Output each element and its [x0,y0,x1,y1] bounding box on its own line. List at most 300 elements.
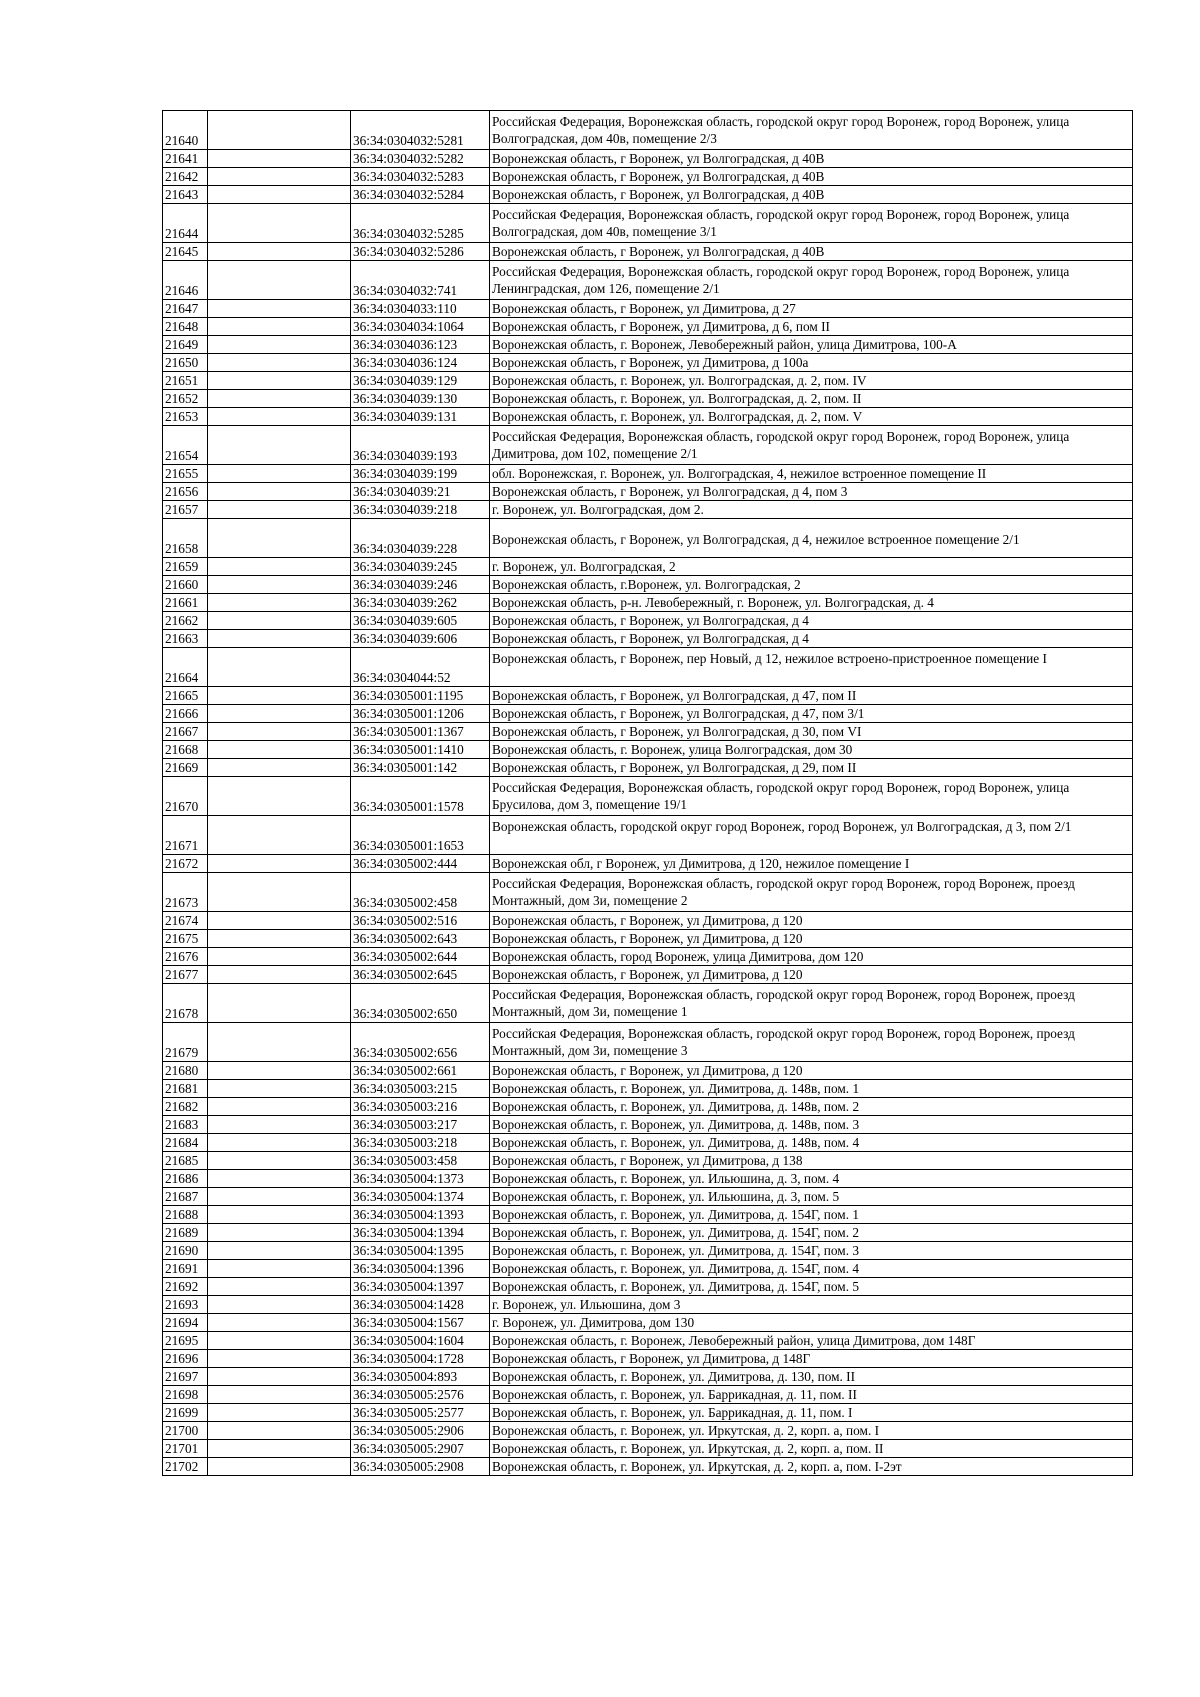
empty-cell [208,741,351,759]
row-number-cell: 21658 [163,519,208,558]
row-number-cell: 21690 [163,1242,208,1260]
address-cell: Воронежская область, г Воронеж, ул Волгоградская, д 40В [490,168,1133,186]
empty-cell [208,336,351,354]
cadastral-number-cell: 36:34:0304033:110 [351,300,490,318]
row-number-cell: 21655 [163,465,208,483]
cadastral-number-cell: 36:34:0305002:656 [351,1023,490,1062]
cadastral-number-cell: 36:34:0304039:246 [351,576,490,594]
address-cell: Воронежская область, г Воронеж, ул Волгоградская, д 40В [490,243,1133,261]
table-row [163,912,1133,930]
row-number-cell: 21699 [163,1404,208,1422]
table-row [163,465,1133,483]
table-row [163,1458,1133,1476]
cadastral-number-cell: 36:34:0305005:2908 [351,1458,490,1476]
address-cell: Воронежская область, г. Воронеж, ул. Димитрова, д. 154Г, пом. 2 [490,1224,1133,1242]
empty-cell [208,873,351,912]
empty-cell [208,1080,351,1098]
table-row [163,1278,1133,1296]
empty-cell [208,948,351,966]
empty-cell [208,1134,351,1152]
address-cell: Воронежская область, город Воронеж, улица Димитрова, дом 120 [490,948,1133,966]
row-number-cell: 21642 [163,168,208,186]
cadastral-number-cell: 36:34:0304032:5284 [351,186,490,204]
empty-cell [208,612,351,630]
empty-cell [208,465,351,483]
empty-cell [208,558,351,576]
cadastral-number-cell: 36:34:0304039:606 [351,630,490,648]
address-cell: Воронежская область, г Воронеж, ул Димитрова, д 148Г [490,1350,1133,1368]
table-row [163,594,1133,612]
table-row [163,1224,1133,1242]
row-number-cell: 21645 [163,243,208,261]
address-cell: Воронежская область, г. Воронеж, ул. Баррикадная, д. 11, пом. II [490,1386,1133,1404]
empty-cell [208,1440,351,1458]
empty-cell [208,1152,351,1170]
table-row [163,1206,1133,1224]
row-number-cell: 21659 [163,558,208,576]
row-number-cell: 21652 [163,390,208,408]
row-number-cell: 21653 [163,408,208,426]
row-number-cell: 21701 [163,1440,208,1458]
table-row [163,1080,1133,1098]
table-row [163,1062,1133,1080]
row-number-cell: 21680 [163,1062,208,1080]
row-number-cell: 21640 [163,111,208,150]
address-cell: Воронежская область, р-н. Левобережный, г. Воронеж, ул. Волгоградская, д. 4 [490,594,1133,612]
address-cell: Воронежская область, г. Воронеж, ул. Волгоградская, д. 2, пом. II [490,390,1133,408]
cadastral-number-cell: 36:34:0304032:5281 [351,111,490,150]
address-cell: Воронежская область, г Воронеж, ул Волгоградская, д 29, пом II [490,759,1133,777]
address-cell: Российская Федерация, Воронежская область, городской округ город Воронеж, город Воронеж, улица Волгоградская, дом 40в, помещение 2/3 [490,111,1133,150]
empty-cell [208,501,351,519]
row-number-cell: 21644 [163,204,208,243]
row-number-cell: 21694 [163,1314,208,1332]
property-register-table [162,110,1133,1476]
cadastral-number-cell: 36:34:0304039:228 [351,519,490,558]
row-number-cell: 21700 [163,1422,208,1440]
address-cell: Воронежская область, г Воронеж, ул Димитрова, д 120 [490,930,1133,948]
row-number-cell: 21651 [163,372,208,390]
cadastral-number-cell: 36:34:0305004:1373 [351,1170,490,1188]
address-cell: Воронежская область, г Воронеж, ул Димитрова, д 120 [490,912,1133,930]
empty-cell [208,594,351,612]
empty-cell [208,630,351,648]
cadastral-number-cell: 36:34:0304039:131 [351,408,490,426]
row-number-cell: 21668 [163,741,208,759]
row-number-cell: 21681 [163,1080,208,1098]
row-number-cell: 21687 [163,1188,208,1206]
row-number-cell: 21686 [163,1170,208,1188]
empty-cell [208,390,351,408]
address-cell: Воронежская область, г Воронеж, ул Волгоградская, д 4, нежилое встроенное помещение 2/1 [490,519,1133,558]
cadastral-number-cell: 36:34:0305002:643 [351,930,490,948]
address-cell: Воронежская обл, г Воронеж, ул Димитрова, д 120, нежилое помещение I [490,855,1133,873]
address-cell: Российская Федерация, Воронежская область, городской округ город Воронеж, город Воронеж, проезд Монтажный, дом 3и, помещение 1 [490,984,1133,1023]
row-number-cell: 21667 [163,723,208,741]
table-row [163,354,1133,372]
address-cell: Российская Федерация, Воронежская область, городской округ город Воронеж, город Воронеж, улица Ленинградская, дом 126, помещение 2/1 [490,261,1133,300]
empty-cell [208,576,351,594]
row-number-cell: 21650 [163,354,208,372]
empty-cell [208,1206,351,1224]
table-row [163,777,1133,816]
table-row [163,1242,1133,1260]
empty-cell [208,1386,351,1404]
cadastral-number-cell: 36:34:0305004:893 [351,1368,490,1386]
empty-cell [208,1314,351,1332]
address-cell: Воронежская область, г. Воронеж, ул. Димитрова, д. 148в, пом. 3 [490,1116,1133,1134]
cadastral-number-cell: 36:34:0305003:458 [351,1152,490,1170]
table-row [163,759,1133,777]
cadastral-number-cell: 36:34:0305004:1428 [351,1296,490,1314]
table-row [163,1440,1133,1458]
cadastral-number-cell: 36:34:0304039:245 [351,558,490,576]
empty-cell [208,984,351,1023]
table-row [163,261,1133,300]
cadastral-number-cell: 36:34:0304039:262 [351,594,490,612]
cadastral-number-cell: 36:34:0305004:1396 [351,1260,490,1278]
table-row [163,630,1133,648]
address-cell: Воронежская область, г. Воронеж, ул. Димитрова, д. 154Г, пом. 5 [490,1278,1133,1296]
cadastral-number-cell: 36:34:0304039:193 [351,426,490,465]
row-number-cell: 21679 [163,1023,208,1062]
table-row [163,1332,1133,1350]
table-row [163,1023,1133,1062]
row-number-cell: 21677 [163,966,208,984]
row-number-cell: 21693 [163,1296,208,1314]
cadastral-number-cell: 36:34:0304039:218 [351,501,490,519]
table-row [163,723,1133,741]
row-number-cell: 21663 [163,630,208,648]
row-number-cell: 21654 [163,426,208,465]
empty-cell [208,1422,351,1440]
address-cell: г. Воронеж, ул. Димитрова, дом 130 [490,1314,1133,1332]
empty-cell [208,261,351,300]
address-cell: Воронежская область, г Воронеж, ул Волгоградская, д 4 [490,630,1133,648]
row-number-cell: 21665 [163,687,208,705]
address-cell: Воронежская область, г. Воронеж, ул. Волгоградская, д. 2, пом. IV [490,372,1133,390]
cadastral-number-cell: 36:34:0304032:741 [351,261,490,300]
address-cell: Воронежская область, г Воронеж, ул Волгоградская, д 4 [490,612,1133,630]
row-number-cell: 21646 [163,261,208,300]
cadastral-number-cell: 36:34:0305001:1578 [351,777,490,816]
address-cell: обл. Воронежская, г. Воронеж, ул. Волгоградская, 4, нежилое встроенное помещение II [490,465,1133,483]
address-cell: Российская Федерация, Воронежская область, городской округ город Воронеж, город Воронеж, проезд Монтажный, дом 3и, помещение 3 [490,1023,1133,1062]
empty-cell [208,912,351,930]
address-cell: Воронежская область, г Воронеж, ул Волгоградская, д 4, пом 3 [490,483,1133,501]
empty-cell [208,1368,351,1386]
cadastral-number-cell: 36:34:0304039:129 [351,372,490,390]
row-number-cell: 21698 [163,1386,208,1404]
table-row [163,1350,1133,1368]
row-number-cell: 21641 [163,150,208,168]
row-number-cell: 21664 [163,648,208,687]
row-number-cell: 21692 [163,1278,208,1296]
empty-cell [208,1098,351,1116]
cadastral-number-cell: 36:34:0305004:1604 [351,1332,490,1350]
cadastral-number-cell: 36:34:0304039:21 [351,483,490,501]
table-row [163,111,1133,150]
row-number-cell: 21662 [163,612,208,630]
empty-cell [208,966,351,984]
address-cell: Воронежская область, г. Воронеж, ул. Димитрова, д. 130, пом. II [490,1368,1133,1386]
cadastral-number-cell: 36:34:0305005:2906 [351,1422,490,1440]
table-row [163,816,1133,855]
row-number-cell: 21643 [163,186,208,204]
empty-cell [208,204,351,243]
row-number-cell: 21683 [163,1116,208,1134]
table-row [163,150,1133,168]
empty-cell [208,1062,351,1080]
empty-cell [208,168,351,186]
empty-cell [208,648,351,687]
row-number-cell: 21702 [163,1458,208,1476]
cadastral-number-cell: 36:34:0304032:5283 [351,168,490,186]
cadastral-number-cell: 36:34:0305003:218 [351,1134,490,1152]
empty-cell [208,426,351,465]
empty-cell [208,1404,351,1422]
table-row [163,1260,1133,1278]
row-number-cell: 21670 [163,777,208,816]
cadastral-number-cell: 36:34:0304032:5286 [351,243,490,261]
table-row [163,648,1133,687]
address-cell: Воронежская область, г Воронеж, ул Волгоградская, д 40В [490,186,1133,204]
cadastral-number-cell: 36:34:0305004:1397 [351,1278,490,1296]
table-row [163,483,1133,501]
empty-cell [208,1260,351,1278]
address-cell: Воронежская область, г. Воронеж, ул. Ильюшина, д. 3, пом. 5 [490,1188,1133,1206]
empty-cell [208,318,351,336]
address-cell: Воронежская область, г. Воронеж, Левобережный район, улица Димитрова, дом 148Г [490,1332,1133,1350]
cadastral-number-cell: 36:34:0304036:124 [351,354,490,372]
empty-cell [208,1116,351,1134]
cadastral-number-cell: 36:34:0304039:605 [351,612,490,630]
address-cell: Воронежская область, г Воронеж, ул Волгоградская, д 40В [490,150,1133,168]
row-number-cell: 21696 [163,1350,208,1368]
table-row [163,1314,1133,1332]
empty-cell [208,777,351,816]
address-cell: Российская Федерация, Воронежская область, городской округ город Воронеж, город Воронеж, улица Брусилова, дом 3, помещение 19/1 [490,777,1133,816]
cadastral-number-cell: 36:34:0305003:216 [351,1098,490,1116]
address-cell: Воронежская область, г Воронеж, ул Димитрова, д 6, пом II [490,318,1133,336]
cadastral-number-cell: 36:34:0305001:142 [351,759,490,777]
cadastral-number-cell: 36:34:0305002:661 [351,1062,490,1080]
table-row [163,408,1133,426]
cadastral-number-cell: 36:34:0305002:645 [351,966,490,984]
address-cell: Воронежская область, г. Воронеж, ул. Димитрова, д. 148в, пом. 4 [490,1134,1133,1152]
row-number-cell: 21678 [163,984,208,1023]
empty-cell [208,1242,351,1260]
cadastral-number-cell: 36:34:0305004:1567 [351,1314,490,1332]
table-row [163,336,1133,354]
empty-cell [208,1296,351,1314]
address-cell: Воронежская область, г. Воронеж, ул. Димитрова, д. 154Г, пом. 1 [490,1206,1133,1224]
row-number-cell: 21697 [163,1368,208,1386]
row-number-cell: 21689 [163,1224,208,1242]
table-row [163,1386,1133,1404]
empty-cell [208,759,351,777]
row-number-cell: 21674 [163,912,208,930]
empty-cell [208,1332,351,1350]
address-cell: Воронежская область, г Воронеж, ул Димитрова, д 100а [490,354,1133,372]
empty-cell [208,519,351,558]
table-row [163,1134,1133,1152]
table-row [163,705,1133,723]
empty-cell [208,723,351,741]
address-cell: Воронежская область, г Воронеж, ул Димитрова, д 138 [490,1152,1133,1170]
cadastral-number-cell: 36:34:0305004:1728 [351,1350,490,1368]
table-row [163,1296,1133,1314]
empty-cell [208,1350,351,1368]
table-row [163,984,1133,1023]
table-row [163,576,1133,594]
table-row [163,741,1133,759]
address-cell: г. Воронеж, ул. Ильюшина, дом 3 [490,1296,1133,1314]
cadastral-number-cell: 36:34:0305002:650 [351,984,490,1023]
table-row [163,168,1133,186]
empty-cell [208,354,351,372]
address-cell: Воронежская область, г Воронеж, ул Волгоградская, д 47, пом 3/1 [490,705,1133,723]
cadastral-number-cell: 36:34:0305001:1367 [351,723,490,741]
empty-cell [208,1188,351,1206]
cadastral-number-cell: 36:34:0305003:215 [351,1080,490,1098]
empty-cell [208,705,351,723]
table-row [163,390,1133,408]
table-body [163,111,1133,1476]
row-number-cell: 21669 [163,759,208,777]
address-cell: г. Воронеж, ул. Волгоградская, 2 [490,558,1133,576]
empty-cell [208,111,351,150]
address-cell: Воронежская область, г. Воронеж, ул. Димитрова, д. 154Г, пом. 3 [490,1242,1133,1260]
empty-cell [208,1458,351,1476]
table-row [163,612,1133,630]
empty-cell [208,1170,351,1188]
cadastral-number-cell: 36:34:0305005:2577 [351,1404,490,1422]
address-cell: Российская Федерация, Воронежская область, городской округ город Воронеж, город Воронеж, улица Димитрова, дом 102, помещение 2/1 [490,426,1133,465]
empty-cell [208,300,351,318]
row-number-cell: 21666 [163,705,208,723]
cadastral-number-cell: 36:34:0305004:1393 [351,1206,490,1224]
empty-cell [208,855,351,873]
address-cell: Воронежская область, г. Воронеж, ул. Волгоградская, д. 2, пом. V [490,408,1133,426]
row-number-cell: 21672 [163,855,208,873]
table-row [163,243,1133,261]
table-row [163,873,1133,912]
row-number-cell: 21647 [163,300,208,318]
address-cell: Российская Федерация, Воронежская область, городской округ город Воронеж, город Воронеж, улица Волгоградская, дом 40в, помещение 3/1 [490,204,1133,243]
table-row [163,558,1133,576]
address-cell: Воронежская область, г.Воронеж, ул. Волгоградская, 2 [490,576,1133,594]
table-row [163,1368,1133,1386]
row-number-cell: 21657 [163,501,208,519]
row-number-cell: 21649 [163,336,208,354]
cadastral-number-cell: 36:34:0304039:199 [351,465,490,483]
table-row [163,1404,1133,1422]
empty-cell [208,1023,351,1062]
empty-cell [208,483,351,501]
cadastral-number-cell: 36:34:0304039:130 [351,390,490,408]
cadastral-number-cell: 36:34:0305001:1653 [351,816,490,855]
address-cell: Воронежская область, г. Воронеж, ул. Димитрова, д. 148в, пом. 2 [490,1098,1133,1116]
cadastral-number-cell: 36:34:0305005:2907 [351,1440,490,1458]
row-number-cell: 21685 [163,1152,208,1170]
table-row [163,1188,1133,1206]
empty-cell [208,687,351,705]
cadastral-number-cell: 36:34:0305001:1206 [351,705,490,723]
table-row [163,1098,1133,1116]
table-row [163,855,1133,873]
address-cell: Российская Федерация, Воронежская область, городской округ город Воронеж, город Воронеж, проезд Монтажный, дом 3и, помещение 2 [490,873,1133,912]
table-row [163,930,1133,948]
table-row [163,501,1133,519]
row-number-cell: 21675 [163,930,208,948]
cadastral-number-cell: 36:34:0305001:1195 [351,687,490,705]
table-row [163,1422,1133,1440]
cadastral-number-cell: 36:34:0305005:2576 [351,1386,490,1404]
address-cell: Воронежская область, г. Воронеж, ул. Баррикадная, д. 11, пом. I [490,1404,1133,1422]
row-number-cell: 21691 [163,1260,208,1278]
table-row [163,966,1133,984]
row-number-cell: 21648 [163,318,208,336]
table-row [163,1170,1133,1188]
cadastral-number-cell: 36:34:0304034:1064 [351,318,490,336]
address-cell: Воронежская область, г Воронеж, ул Волгоградская, д 47, пом II [490,687,1133,705]
cadastral-number-cell: 36:34:0305003:217 [351,1116,490,1134]
address-cell: Воронежская область, г Воронеж, ул Волгоградская, д 30, пом VI [490,723,1133,741]
address-cell: Воронежская область, г. Воронеж, Левобережный район, улица Димитрова, 100-А [490,336,1133,354]
empty-cell [208,186,351,204]
table-row [163,1152,1133,1170]
address-cell: Воронежская область, г. Воронеж, ул. Иркутская, д. 2, корп. а, пом. I [490,1422,1133,1440]
row-number-cell: 21682 [163,1098,208,1116]
table-row [163,300,1133,318]
cadastral-number-cell: 36:34:0304044:52 [351,648,490,687]
empty-cell [208,408,351,426]
empty-cell [208,1224,351,1242]
cadastral-number-cell: 36:34:0305002:458 [351,873,490,912]
cadastral-number-cell: 36:34:0304032:5285 [351,204,490,243]
table-row [163,186,1133,204]
empty-cell [208,243,351,261]
address-cell: Воронежская область, городской округ город Воронеж, город Воронеж, ул Волгоградская, д 3, пом 2/1 [490,816,1133,855]
table-row [163,318,1133,336]
row-number-cell: 21688 [163,1206,208,1224]
empty-cell [208,150,351,168]
table-row [163,519,1133,558]
cadastral-number-cell: 36:34:0305001:1410 [351,741,490,759]
cadastral-number-cell: 36:34:0305002:444 [351,855,490,873]
address-cell: Воронежская область, г. Воронеж, ул. Иркутская, д. 2, корп. а, пом. II [490,1440,1133,1458]
cadastral-number-cell: 36:34:0305004:1394 [351,1224,490,1242]
row-number-cell: 21684 [163,1134,208,1152]
address-cell: Воронежская область, г. Воронеж, ул. Димитрова, д. 154Г, пом. 4 [490,1260,1133,1278]
empty-cell [208,1278,351,1296]
table-row [163,426,1133,465]
table-row [163,204,1133,243]
cadastral-number-cell: 36:34:0305002:516 [351,912,490,930]
table-row [163,948,1133,966]
row-number-cell: 21656 [163,483,208,501]
address-cell: Воронежская область, г Воронеж, ул Димитрова, д 27 [490,300,1133,318]
row-number-cell: 21671 [163,816,208,855]
cadastral-number-cell: 36:34:0305004:1374 [351,1188,490,1206]
cadastral-number-cell: 36:34:0304032:5282 [351,150,490,168]
address-cell: Воронежская область, г. Воронеж, ул. Иркутская, д. 2, корп. а, пом. I-2эт [490,1458,1133,1476]
cadastral-number-cell: 36:34:0305004:1395 [351,1242,490,1260]
row-number-cell: 21695 [163,1332,208,1350]
empty-cell [208,372,351,390]
empty-cell [208,816,351,855]
